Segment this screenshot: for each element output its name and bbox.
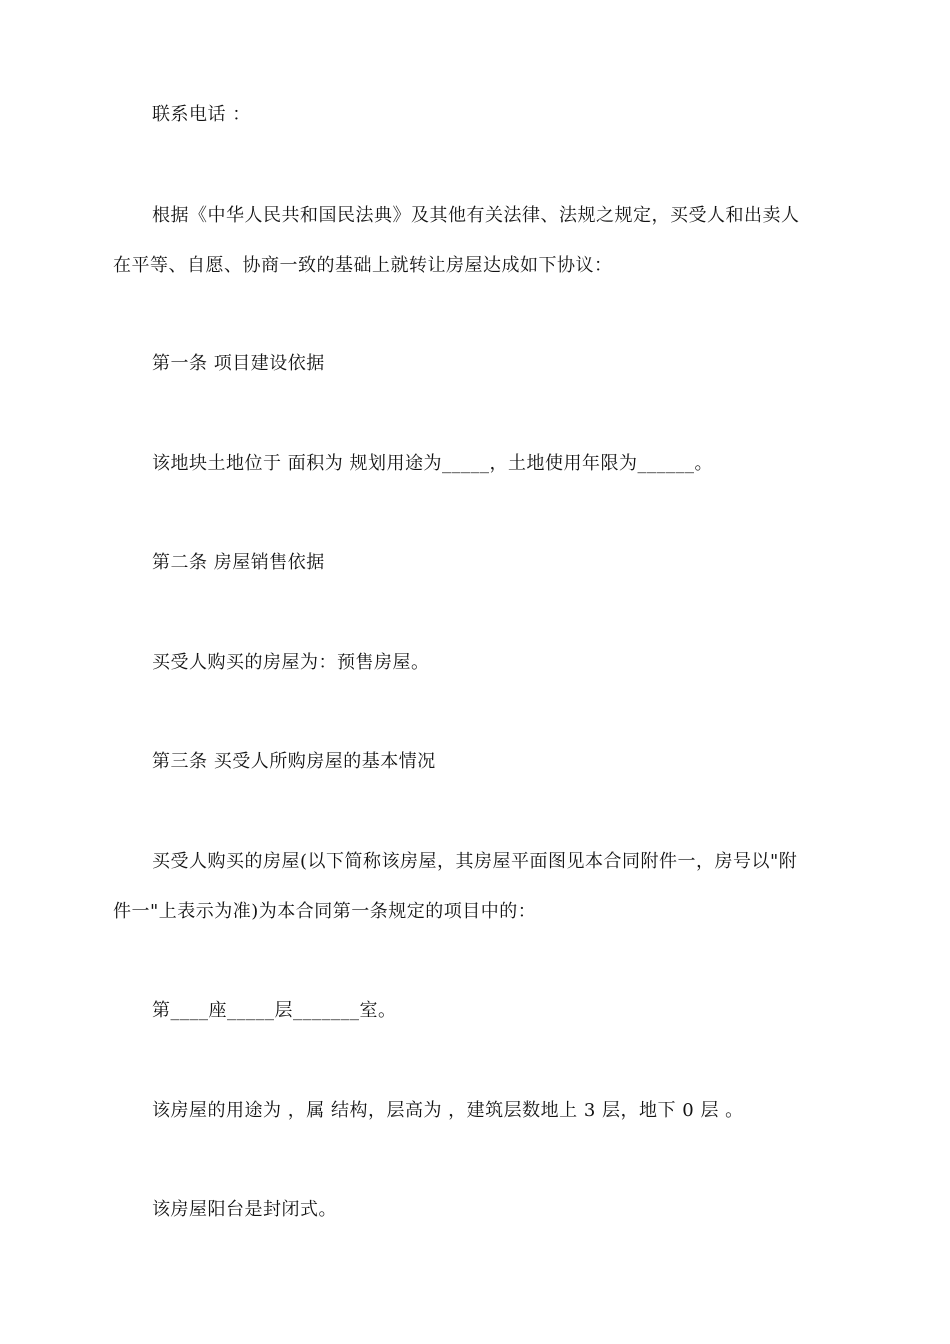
article-3-body-line-2: 件一"上表示为准)为本合同第一条规定的项目中的： (113, 901, 537, 922)
article-2-body: 买受人购买的房屋为：预售房屋。 (152, 652, 430, 673)
intro-paragraph-line-1: 根据《中华人民共和国民法典》及其他有关法律、法规之规定，买受人和出卖人 (152, 205, 800, 226)
article-1-title: 第一条 项目建设依据 (152, 353, 325, 374)
intro-paragraph-line-2: 在平等、自愿、协商一致的基础上就转让房屋达成如下协议： (113, 255, 613, 276)
article-1-body: 该地块土地位于 面积为 规划用途为_____，土地使用年限为______。 (152, 453, 713, 474)
article-2-title: 第二条 房屋销售依据 (152, 552, 325, 573)
balcony-line: 该房屋阳台是封闭式。 (152, 1199, 337, 1220)
usage-line: 该房屋的用途为 ，属 结构，层高为 ，建筑层数地上 3 层，地下 0 层 。 (152, 1100, 744, 1121)
article-3-body-line-1: 买受人购买的房屋(以下简称该房屋，其房屋平面图见本合同附件一，房号以"附 (152, 851, 798, 872)
article-3-title: 第三条 买受人所购房屋的基本情况 (152, 751, 436, 772)
room-line: 第____座_____层_______室。 (152, 1000, 397, 1021)
contact-line: 联系电话 ： (152, 104, 251, 125)
